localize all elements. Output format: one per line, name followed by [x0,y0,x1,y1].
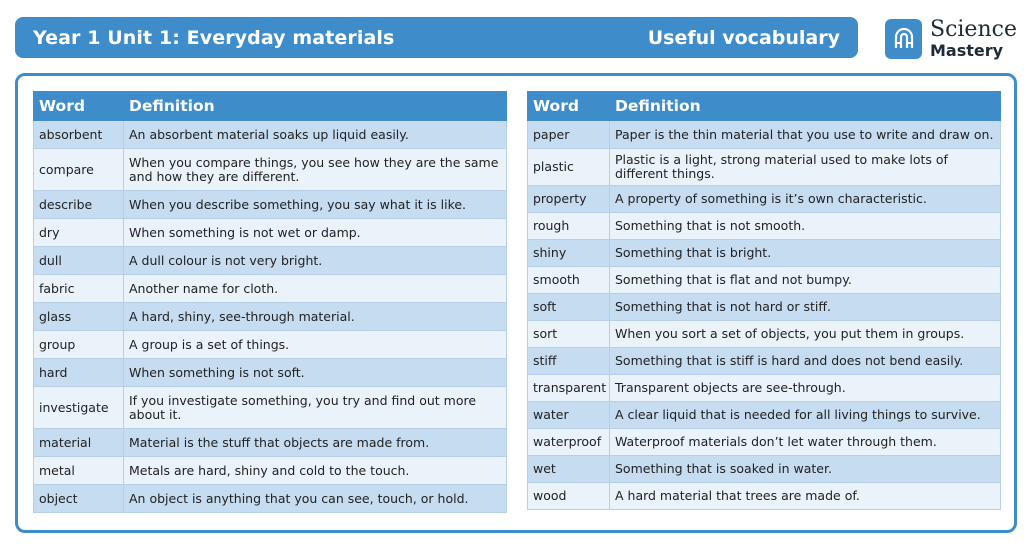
vocab-definition: When something is not wet or damp. [124,219,507,247]
vocab-definition: Transparent objects are see-through. [610,375,1001,402]
vocab-word: paper [528,121,610,149]
vocab-definition: A hard material that trees are made of. [610,483,1001,510]
vocab-word: dry [34,219,124,247]
vocab-word: property [528,186,610,213]
column-header-word: Word [34,92,124,121]
vocab-definition: Plastic is a light, strong material used to make lots of different things. [610,149,1001,186]
vocab-definition: Material is the stuff that objects are made from. [124,429,507,457]
vocab-definition: If you investigate something, you try and find out more about it. [124,387,507,429]
vocab-word: fabric [34,275,124,303]
vocab-word: compare [34,149,124,191]
vocab-word: metal [34,457,124,485]
vocab-definition: Another name for cloth. [124,275,507,303]
table-row [528,121,1001,149]
magnet-icon [885,19,922,59]
vocab-word: group [34,331,124,359]
vocab-word: absorbent [34,121,124,149]
vocab-word: rough [528,213,610,240]
table-row [34,331,507,359]
vocab-word: sort [528,321,610,348]
vocab-word: wood [528,483,610,510]
vocab-word: shiny [528,240,610,267]
table-row [528,483,1001,510]
table-row [34,191,507,219]
table-row [528,240,1001,267]
table-row [528,321,1001,348]
column-header-definition: Definition [124,92,507,121]
vocab-definition: Something that is bright. [610,240,1001,267]
table-row [34,303,507,331]
vocab-word: wet [528,456,610,483]
page-subtitle: Useful vocabulary [647,26,840,49]
vocab-word: transparent [528,375,610,402]
table-row [34,247,507,275]
vocab-definition: A clear liquid that is needed for all living things to survive. [610,402,1001,429]
vocabulary-table-right [527,91,1001,510]
table-row [34,429,507,457]
column-header-definition: Definition [610,92,1001,121]
table-row [528,149,1001,186]
vocab-definition: When you compare things, you see how they are the same and how they are different. [124,149,507,191]
vocab-definition: Metals are hard, shiny and cold to the touch. [124,457,507,485]
table-row [528,186,1001,213]
table-row [528,213,1001,240]
vocab-word: describe [34,191,124,219]
table-row [528,456,1001,483]
vocab-word: material [34,429,124,457]
table-row [34,149,507,191]
table-row [528,348,1001,375]
table-row [34,485,507,513]
logo-text-mastery: Mastery [930,41,1004,60]
vocab-definition: A dull colour is not very bright. [124,247,507,275]
vocab-definition: An object is anything that you can see, touch, or hold. [124,485,507,513]
vocab-definition: Something that is not hard or stiff. [610,294,1001,321]
vocab-definition: Waterproof materials don’t let water through them. [610,429,1001,456]
vocab-word: stiff [528,348,610,375]
vocab-word: smooth [528,267,610,294]
vocab-definition: Paper is the thin material that you use to write and draw on. [610,121,1001,149]
vocab-word: dull [34,247,124,275]
vocab-word: water [528,402,610,429]
header-bar [15,17,858,58]
logo-text-science: Science [930,17,1017,42]
table-row [34,121,507,149]
vocab-definition: When you sort a set of objects, you put them in groups. [610,321,1001,348]
vocab-definition: An absorbent material soaks up liquid easily. [124,121,507,149]
vocab-definition: When you describe something, you say what it is like. [124,191,507,219]
vocab-word: waterproof [528,429,610,456]
vocab-definition: Something that is flat and not bumpy. [610,267,1001,294]
table-header-row [528,92,1001,121]
table-row [528,375,1001,402]
table-row [34,457,507,485]
vocab-word: object [34,485,124,513]
table-header-row [34,92,507,121]
table-row [34,387,507,429]
table-row [528,402,1001,429]
vocab-word: investigate [34,387,124,429]
vocab-definition: A property of something is it’s own characteristic. [610,186,1001,213]
vocab-definition: When something is not soft. [124,359,507,387]
table-row [528,429,1001,456]
vocab-definition: A hard, shiny, see-through material. [124,303,507,331]
vocab-word: glass [34,303,124,331]
science-mastery-logo [885,16,1025,62]
vocab-definition: Something that is stiff is hard and does not bend easily. [610,348,1001,375]
vocab-word: hard [34,359,124,387]
page-title: Year 1 Unit 1: Everyday materials [33,26,395,49]
table-row [528,267,1001,294]
vocab-definition: A group is a set of things. [124,331,507,359]
vocabulary-table-left [33,91,507,513]
vocab-definition: Something that is not smooth. [610,213,1001,240]
table-row [34,219,507,247]
table-row [528,294,1001,321]
column-header-word: Word [528,92,610,121]
vocab-word: plastic [528,149,610,186]
vocab-word: soft [528,294,610,321]
table-row [34,359,507,387]
table-row [34,275,507,303]
vocab-definition: Something that is soaked in water. [610,456,1001,483]
